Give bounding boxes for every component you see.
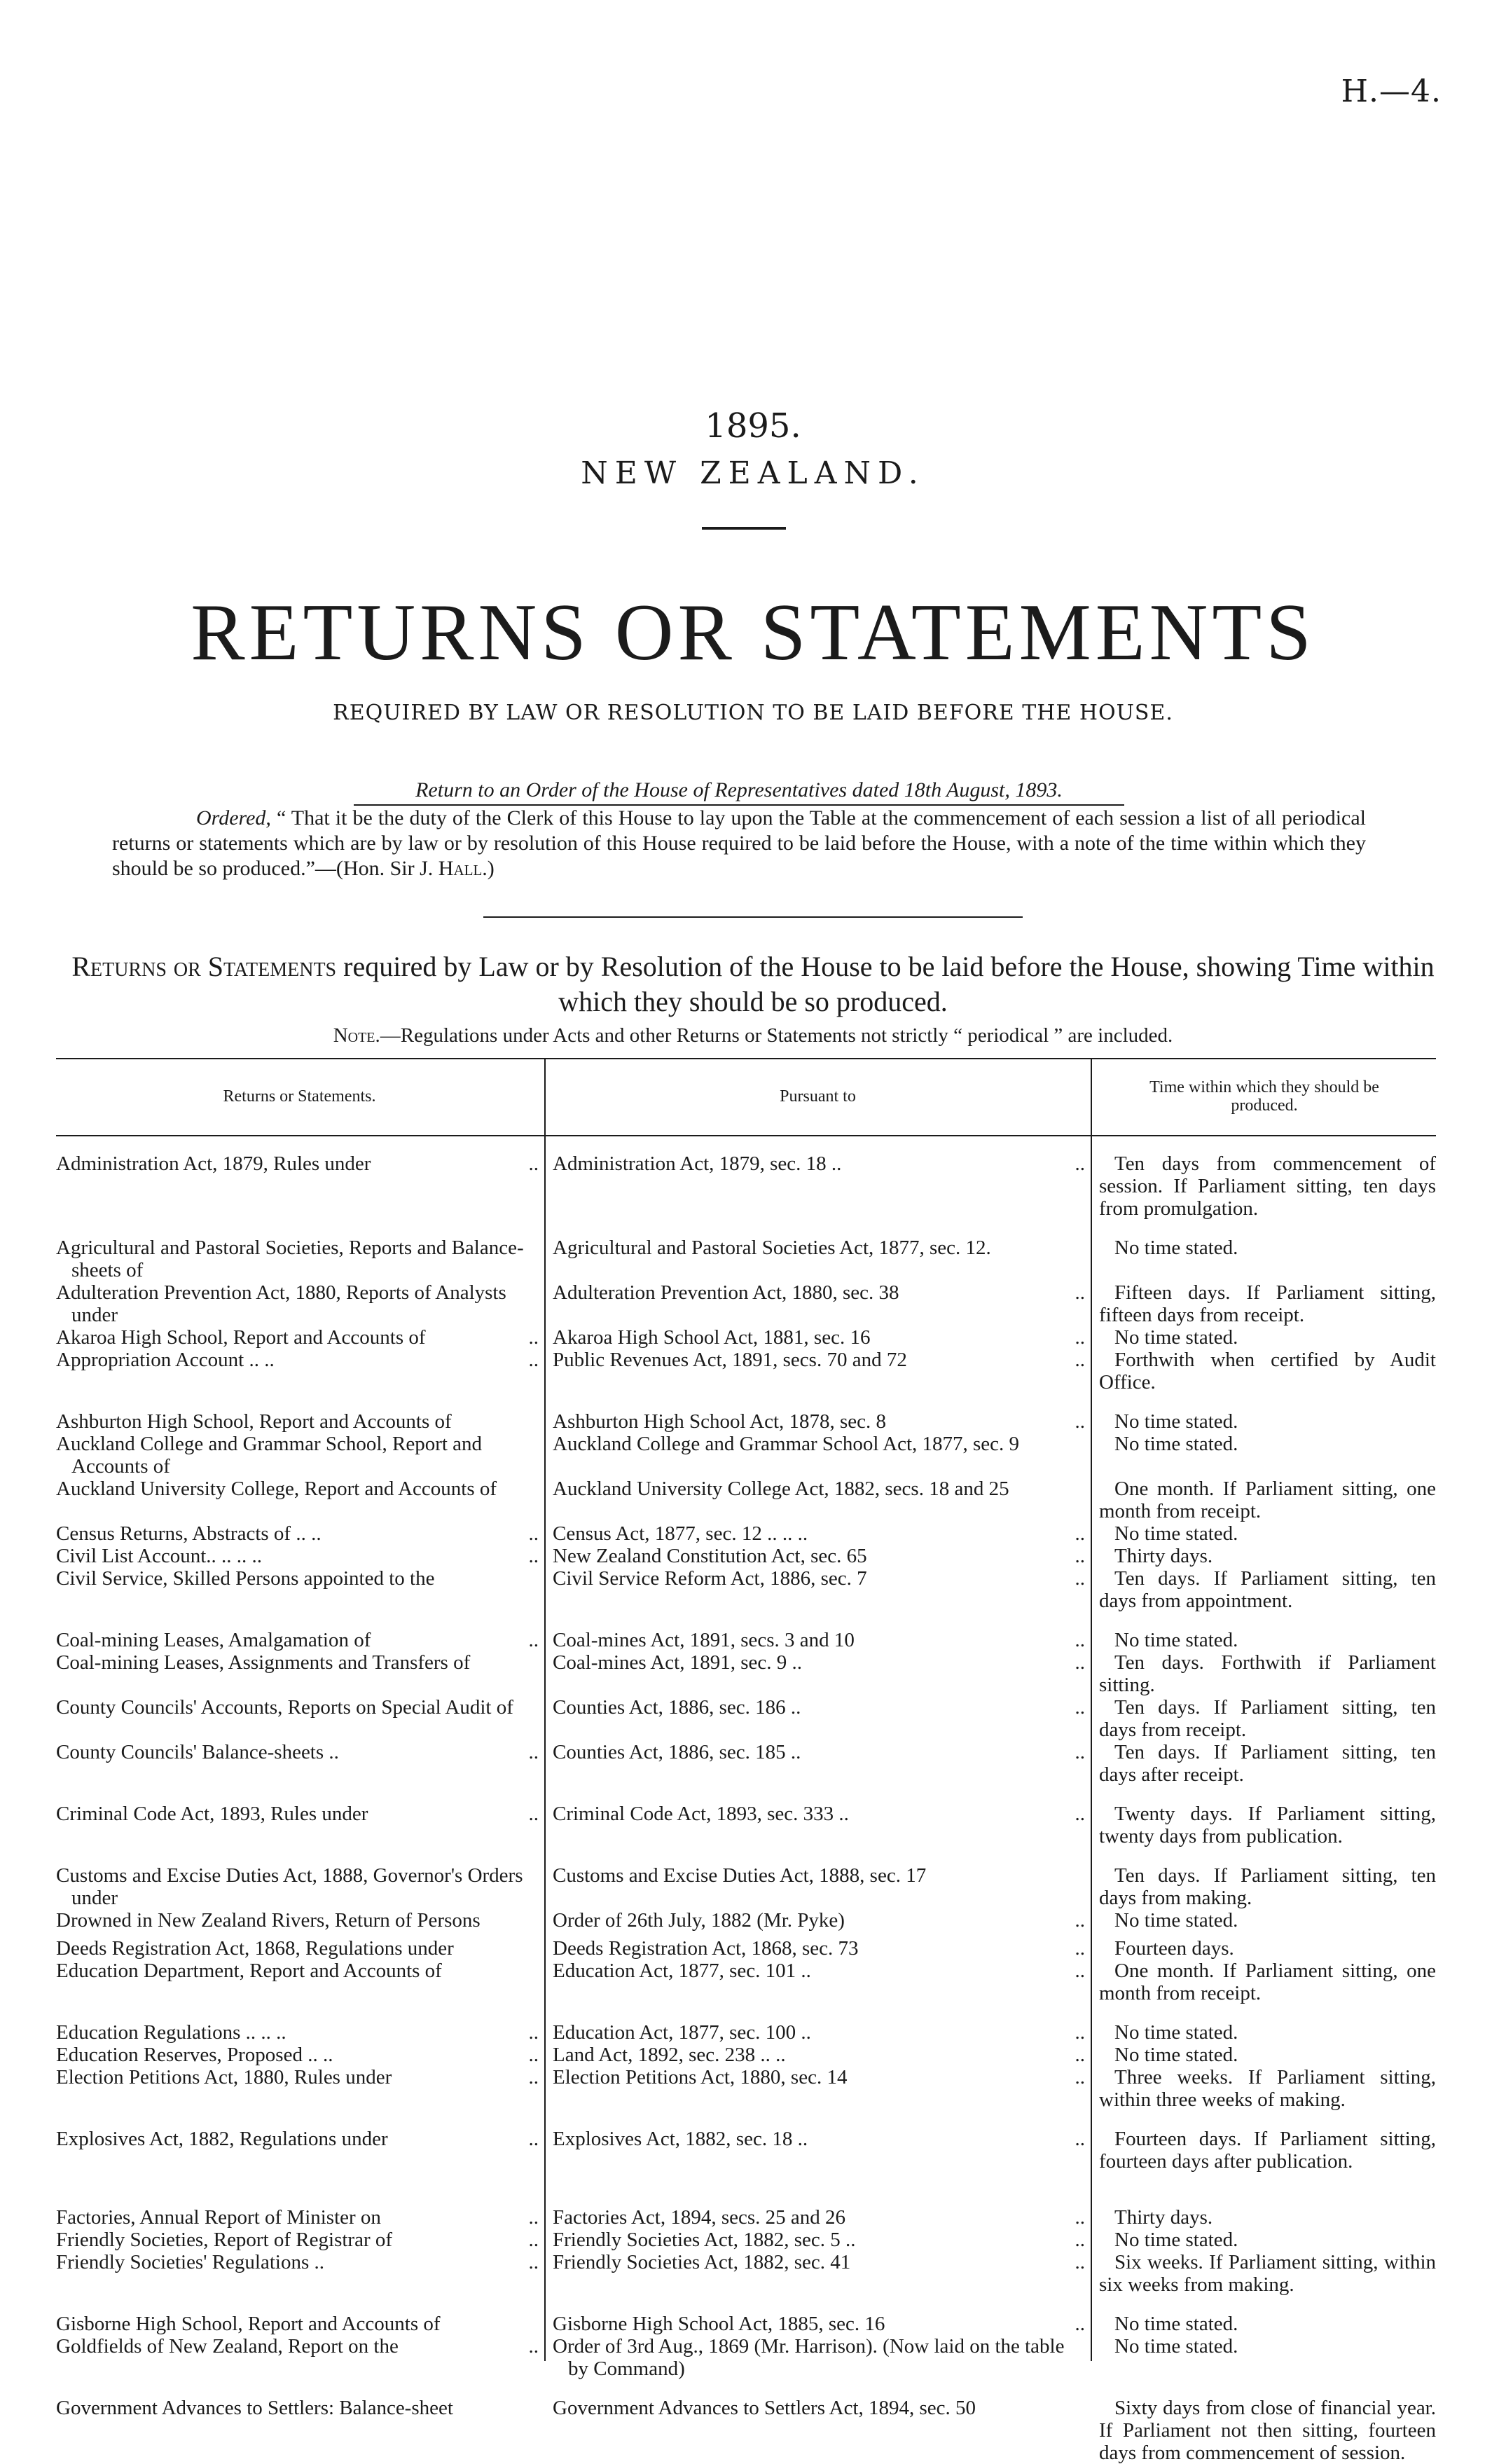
cell-time-text: Ten days. If Parliament sitting, ten days from making.: [1099, 1864, 1436, 1909]
cell-time: [1091, 1237, 1436, 1281]
cell-returns-leader-dots: ..: [528, 1741, 539, 1763]
returns-table: [56, 1058, 1436, 2464]
cell-pursuant: [544, 1326, 1091, 1349]
cell-time: [1091, 2251, 1436, 2296]
cell-time-text: One month. If Parliament sitting, one month from receipt.: [1099, 1960, 1436, 2004]
cell-returns-text: Deeds Registration Act, 1868, Regulations under: [56, 1937, 454, 1960]
table-row: [56, 1237, 1436, 1281]
cell-returns-text: Gisborne High School, Report and Accounts of: [56, 2313, 441, 2335]
cell-returns: [56, 1326, 544, 1349]
cell-returns: [56, 2128, 544, 2173]
cell-pursuant-leader-dots: ..: [1075, 1696, 1085, 1719]
table-row: [56, 1567, 1436, 1612]
cell-returns: [56, 1152, 544, 1220]
cell-time: [1091, 2021, 1436, 2044]
cell-returns: [56, 1960, 544, 2004]
cell-pursuant-leader-dots: ..: [1075, 1522, 1085, 1545]
note-text: —Regulations under Acts and other Returns or Statements not strictly “ periodical ” are included.: [380, 1024, 1173, 1047]
ordered-label: Ordered,: [196, 806, 271, 830]
cell-pursuant-text: Counties Act, 1886, sec. 185 ..: [553, 1741, 801, 1763]
cell-returns-text: Auckland University College, Report and Accounts of: [56, 1478, 497, 1500]
cell-pursuant-text: Administration Act, 1879, sec. 18 ..: [553, 1152, 842, 1175]
document-title: RETURNS OR STATEMENTS: [191, 588, 1315, 677]
cell-returns-text: Adulteration Prevention Act, 1880, Reports of Analysts under: [56, 1281, 506, 1326]
cell-pursuant-leader-dots: ..: [1075, 2251, 1085, 2273]
table-row: [56, 2021, 1436, 2044]
cell-pursuant: [544, 1349, 1091, 1393]
table-row: [56, 1410, 1436, 1433]
cell-returns-text: Coal-mining Leases, Amalgamation of: [56, 1629, 371, 1651]
cell-pursuant-text: Deeds Registration Act, 1868, sec. 73: [553, 1937, 859, 1960]
cell-returns: [56, 1281, 544, 1326]
cell-pursuant-text: Census Act, 1877, sec. 12 .. .. ..: [553, 1522, 808, 1545]
cell-pursuant-text: Counties Act, 1886, sec. 186 ..: [553, 1696, 801, 1719]
cell-time-text: Sixty days from close of financial year. If Parliament not then sitting, fourteen days from commencement of session.: [1099, 2397, 1436, 2464]
cell-returns-leader-dots: ..: [528, 2335, 539, 2358]
cell-pursuant-text: Coal-mines Act, 1891, secs. 3 and 10: [553, 1629, 855, 1651]
table-row: [56, 2397, 1436, 2464]
cell-pursuant-leader-dots: ..: [1075, 1152, 1085, 1175]
cell-returns: [56, 1937, 544, 1960]
table-row: [56, 1629, 1436, 1651]
cell-time-text: No time stated.: [1114, 1522, 1238, 1545]
cell-time-text: No time stated.: [1114, 1629, 1238, 1651]
cell-returns-leader-dots: ..: [528, 2206, 539, 2229]
cell-returns-text: Customs and Excise Duties Act, 1888, Governor's Orders under: [56, 1864, 523, 1909]
cell-time: [1091, 2066, 1436, 2111]
cell-pursuant: [544, 1478, 1091, 1522]
cell-returns: [56, 2206, 544, 2229]
cell-returns: [56, 1349, 544, 1393]
cell-returns-leader-dots: ..: [528, 2229, 539, 2251]
cell-returns-leader-dots: ..: [528, 1629, 539, 1651]
cell-time: [1091, 1545, 1436, 1567]
cell-returns-text: County Councils' Accounts, Reports on Special Audit of: [56, 1696, 513, 1719]
cell-pursuant: [544, 1651, 1091, 1696]
table-row: [56, 1741, 1436, 1786]
cell-pursuant: [544, 1960, 1091, 2004]
table-row: [56, 2251, 1436, 2296]
cell-pursuant: [544, 1803, 1091, 1847]
header-pursuant: Pursuant to: [780, 1087, 856, 1106]
cell-time-text: No time stated.: [1114, 1410, 1238, 1433]
table-row: [56, 1326, 1436, 1349]
cell-pursuant-text: Coal-mines Act, 1891, sec. 9 ..: [553, 1651, 803, 1674]
cell-time-text: No time stated.: [1114, 2313, 1238, 2335]
cell-returns-text: Government Advances to Settlers: Balance-sheet: [56, 2397, 453, 2419]
cell-returns: [56, 1522, 544, 1545]
table-row: [56, 2206, 1436, 2229]
cell-pursuant: [544, 2229, 1091, 2251]
cell-time: [1091, 2206, 1436, 2229]
cell-time: [1091, 1741, 1436, 1786]
cell-returns-leader-dots: ..: [528, 1326, 539, 1349]
table-row: [56, 1803, 1436, 1847]
order-mover: Hall.): [438, 857, 495, 880]
cell-pursuant-leader-dots: ..: [1075, 2229, 1085, 2251]
cell-returns: [56, 1410, 544, 1433]
cell-pursuant-leader-dots: ..: [1075, 1651, 1085, 1674]
table-row: [56, 2066, 1436, 2111]
cell-time: [1091, 1410, 1436, 1433]
table-header-rule: [56, 1135, 1436, 1136]
document-year: 1895.: [705, 406, 801, 446]
cell-pursuant-leader-dots: ..: [1075, 2066, 1085, 2088]
table-row: [56, 1937, 1436, 1960]
section-heading: [49, 949, 1457, 1019]
cell-time: [1091, 1629, 1436, 1651]
cell-time-text: No time stated.: [1114, 2335, 1238, 2358]
cell-time-text: Ten days. If Parliament sitting, ten days from appointment.: [1099, 1567, 1436, 1612]
cell-returns-leader-dots: ..: [528, 2044, 539, 2066]
cell-pursuant-leader-dots: ..: [1075, 1410, 1085, 1433]
cell-pursuant-leader-dots: ..: [1075, 1909, 1085, 1932]
cell-returns: [56, 2021, 544, 2044]
cell-returns: [56, 1629, 544, 1651]
cell-pursuant: [544, 1522, 1091, 1545]
cell-returns-leader-dots: ..: [528, 2128, 539, 2150]
cell-returns: [56, 1478, 544, 1522]
order-block: [112, 778, 1366, 881]
cell-time: [1091, 1522, 1436, 1545]
cell-pursuant-leader-dots: ..: [1075, 1326, 1085, 1349]
cell-time: [1091, 1909, 1436, 1932]
table-row: [56, 2044, 1436, 2066]
cell-pursuant: [544, 1237, 1091, 1281]
cell-returns: [56, 1696, 544, 1741]
cell-pursuant: [544, 2335, 1091, 2380]
cell-pursuant-text: Education Act, 1877, sec. 101 ..: [553, 1960, 811, 1982]
cell-returns: [56, 2313, 544, 2335]
cell-returns-text: Auckland College and Grammar School, Report and Accounts of: [56, 1433, 483, 1478]
table-row: [56, 1522, 1436, 1545]
order-divider: [483, 916, 1023, 918]
cell-time-text: Ten days from commencement of session. If Parliament sitting, ten days from promulgation.: [1099, 1152, 1436, 1220]
cell-pursuant: [544, 1741, 1091, 1786]
cell-returns-text: Ashburton High School, Report and Accounts of: [56, 1410, 452, 1433]
cell-pursuant-leader-dots: ..: [1075, 2044, 1085, 2066]
cell-returns-text: Friendly Societies' Regulations ..: [56, 2251, 324, 2273]
cell-returns: [56, 2229, 544, 2251]
cell-returns-text: Education Regulations .. .. ..: [56, 2021, 286, 2044]
note-label: Note.: [333, 1024, 380, 1047]
cell-pursuant: [544, 1629, 1091, 1651]
cell-returns-leader-dots: ..: [528, 1349, 539, 1371]
cell-time-text: No time stated.: [1114, 2021, 1238, 2044]
cell-returns: [56, 1567, 544, 1612]
cell-pursuant-text: Order of 26th July, 1882 (Mr. Pyke): [553, 1909, 845, 1932]
cell-returns: [56, 2251, 544, 2296]
cell-time: [1091, 1567, 1436, 1612]
cell-returns-text: Factories, Annual Report of Minister on: [56, 2206, 381, 2229]
document-reference: H.—4.: [1341, 74, 1442, 109]
cell-time-text: Ten days. Forthwith if Parliament sitting.: [1099, 1651, 1436, 1696]
cell-returns-text: Civil Service, Skilled Persons appointed to the: [56, 1567, 435, 1590]
cell-pursuant-leader-dots: ..: [1075, 1629, 1085, 1651]
title-divider: [702, 527, 786, 530]
cell-time: [1091, 1433, 1436, 1478]
order-text: [112, 806, 1366, 881]
cell-pursuant-text: Public Revenues Act, 1891, secs. 70 and 72: [553, 1349, 907, 1371]
order-heading-text: Return to an Order of the House of Representatives dated 18th August, 1893.: [415, 778, 1063, 801]
cell-pursuant-leader-dots: ..: [1075, 1741, 1085, 1763]
section-heading-rest: required by Law or by Resolution of the House to be laid before the House, showing Time within which they should be so produced.: [343, 951, 1435, 1017]
cell-pursuant-text: Explosives Act, 1882, sec. 18 ..: [553, 2128, 808, 2150]
cell-returns: [56, 1237, 544, 1281]
cell-time-text: Six weeks. If Parliament sitting, within six weeks from making.: [1099, 2251, 1436, 2296]
cell-time: [1091, 1937, 1436, 1960]
cell-returns-text: Criminal Code Act, 1893, Rules under: [56, 1803, 368, 1825]
section-note: [49, 1024, 1457, 1047]
cell-returns-leader-dots: ..: [528, 2251, 539, 2273]
cell-pursuant-text: Order of 3rd Aug., 1869 (Mr. Harrison). (Now laid on the table by Command): [553, 2335, 1065, 2380]
cell-returns-text: Education Reserves, Proposed .. ..: [56, 2044, 333, 2066]
table-row: [56, 1281, 1436, 1326]
table-row: [56, 1433, 1436, 1478]
cell-returns-text: Census Returns, Abstracts of .. ..: [56, 1522, 322, 1545]
cell-time: [1091, 2128, 1436, 2173]
table-row: [56, 2313, 1436, 2335]
table-row: [56, 2128, 1436, 2173]
cell-pursuant: [544, 1281, 1091, 1326]
cell-returns-text: Goldfields of New Zealand, Report on the: [56, 2335, 399, 2358]
cell-returns-text: Coal-mining Leases, Assignments and Transfers of: [56, 1651, 471, 1674]
cell-pursuant: [544, 2313, 1091, 2335]
cell-returns-leader-dots: ..: [528, 2021, 539, 2044]
cell-time: [1091, 1326, 1436, 1349]
cell-time-text: Fourteen days.: [1114, 1937, 1234, 1960]
cell-time-text: No time stated.: [1114, 1237, 1238, 1259]
cell-time: [1091, 1152, 1436, 1220]
cell-time: [1091, 2313, 1436, 2335]
cell-pursuant-leader-dots: ..: [1075, 2021, 1085, 2044]
table-row: [56, 2229, 1436, 2251]
cell-pursuant: [544, 1410, 1091, 1433]
cell-pursuant-text: Land Act, 1892, sec. 238 .. ..: [553, 2044, 786, 2066]
cell-pursuant-text: Auckland College and Grammar School Act, 1877, sec. 9: [553, 1433, 1020, 1455]
cell-returns-leader-dots: ..: [528, 1545, 539, 1567]
cell-time-text: Ten days. If Parliament sitting, ten days from receipt.: [1099, 1696, 1436, 1741]
cell-returns-text: Explosives Act, 1882, Regulations under: [56, 2128, 388, 2150]
cell-pursuant: [544, 1909, 1091, 1932]
cell-pursuant-text: Government Advances to Settlers Act, 1894, sec. 50: [553, 2397, 976, 2419]
cell-pursuant: [544, 2128, 1091, 2173]
table-row: [56, 2335, 1436, 2380]
cell-time-text: Forthwith when certified by Audit Office.: [1099, 1349, 1436, 1393]
cell-time-text: Ten days. If Parliament sitting, ten days after receipt.: [1099, 1741, 1436, 1786]
cell-returns-leader-dots: ..: [528, 1522, 539, 1545]
cell-time: [1091, 1960, 1436, 2004]
cell-time: [1091, 2044, 1436, 2066]
cell-pursuant-leader-dots: ..: [1075, 2313, 1085, 2335]
table-row: [56, 1960, 1436, 2004]
cell-pursuant: [544, 1937, 1091, 1960]
cell-time: [1091, 2229, 1436, 2251]
cell-returns: [56, 1545, 544, 1567]
cell-pursuant-text: Adulteration Prevention Act, 1880, sec. 38: [553, 1281, 899, 1304]
table-row: [56, 1152, 1436, 1220]
table-row: [56, 1545, 1436, 1567]
cell-returns: [56, 1433, 544, 1478]
cell-pursuant-text: Friendly Societies Act, 1882, sec. 41: [553, 2251, 851, 2273]
cell-pursuant: [544, 2044, 1091, 2066]
table-row: [56, 1651, 1436, 1696]
cell-pursuant: [544, 1696, 1091, 1741]
cell-returns: [56, 1803, 544, 1847]
cell-time: [1091, 2397, 1436, 2464]
cell-pursuant: [544, 2066, 1091, 2111]
cell-pursuant-leader-dots: ..: [1075, 1937, 1085, 1960]
cell-pursuant-text: Friendly Societies Act, 1882, sec. 5 ..: [553, 2229, 856, 2251]
cell-returns-text: Education Department, Report and Accounts of: [56, 1960, 442, 1982]
cell-time: [1091, 2335, 1436, 2380]
cell-time-text: No time stated.: [1114, 2044, 1238, 2066]
cell-pursuant-leader-dots: ..: [1075, 2206, 1085, 2229]
cell-pursuant: [544, 1433, 1091, 1478]
cell-pursuant-leader-dots: ..: [1075, 1545, 1085, 1567]
cell-pursuant: [544, 1567, 1091, 1612]
cell-pursuant-text: Election Petitions Act, 1880, sec. 14: [553, 2066, 848, 2088]
cell-time-text: One month. If Parliament sitting, one month from receipt.: [1099, 1478, 1436, 1522]
cell-pursuant-leader-dots: ..: [1075, 1567, 1085, 1590]
cell-returns-text: Akaroa High School, Report and Accounts of: [56, 1326, 426, 1349]
table-row: [56, 1864, 1436, 1909]
cell-pursuant-text: Education Act, 1877, sec. 100 ..: [553, 2021, 811, 2044]
cell-pursuant-leader-dots: ..: [1075, 1803, 1085, 1825]
cell-pursuant-text: Akaroa High School Act, 1881, sec. 16: [553, 1326, 871, 1349]
cell-returns-text: Election Petitions Act, 1880, Rules under: [56, 2066, 392, 2088]
cell-time-text: Three weeks. If Parliament sitting, within three weeks of making.: [1099, 2066, 1436, 2111]
cell-pursuant-text: Customs and Excise Duties Act, 1888, sec. 17: [553, 1864, 927, 1887]
cell-pursuant-text: Civil Service Reform Act, 1886, sec. 7: [553, 1567, 867, 1590]
cell-time-text: No time stated.: [1114, 2229, 1238, 2251]
order-body: “ That it be the duty of the Clerk of this House to lay upon the Table at the commencement of each session a list of all periodical returns or statements which are by law or by resolution of this House required to be laid before the House, with a note of the time within which they should be so produced.”—(Hon. Sir J.: [112, 806, 1366, 880]
cell-returns-text: Drowned in New Zealand Rivers, Return of Persons: [56, 1909, 481, 1932]
cell-pursuant-leader-dots: ..: [1075, 1281, 1085, 1304]
document-country: NEW ZEALAND.: [581, 455, 925, 491]
cell-pursuant-leader-dots: ..: [1075, 1349, 1085, 1371]
cell-pursuant-text: Agricultural and Pastoral Societies Act, 1877, sec. 12.: [553, 1237, 991, 1259]
table-row: [56, 1478, 1436, 1522]
cell-time: [1091, 1478, 1436, 1522]
cell-returns: [56, 1651, 544, 1696]
cell-returns-text: Agricultural and Pastoral Societies, Reports and Balance-sheets of: [56, 1237, 524, 1281]
cell-pursuant: [544, 1864, 1091, 1909]
cell-pursuant-text: Gisborne High School Act, 1885, sec. 16: [553, 2313, 885, 2335]
cell-pursuant-leader-dots: ..: [1075, 2128, 1085, 2150]
cell-returns-text: County Councils' Balance-sheets ..: [56, 1741, 339, 1763]
cell-time-text: Fourteen days. If Parliament sitting, fourteen days after publication.: [1099, 2128, 1436, 2173]
header-returns: Returns or Statements.: [223, 1087, 376, 1106]
cell-returns-text: Appropriation Account .. ..: [56, 1349, 275, 1371]
cell-pursuant-text: Ashburton High School Act, 1878, sec. 8: [553, 1410, 887, 1433]
cell-pursuant-text: Auckland University College Act, 1882, secs. 18 and 25: [553, 1478, 1009, 1500]
cell-time-text: Thirty days.: [1114, 1545, 1213, 1567]
cell-pursuant: [544, 2206, 1091, 2229]
cell-returns: [56, 1741, 544, 1786]
cell-pursuant: [544, 2021, 1091, 2044]
cell-time-text: No time stated.: [1114, 1326, 1238, 1349]
section-heading-lead: Returns or Statements: [71, 951, 337, 982]
table-row: [56, 1909, 1436, 1932]
cell-returns-leader-dots: ..: [528, 1803, 539, 1825]
cell-pursuant-text: Criminal Code Act, 1893, sec. 333 ..: [553, 1803, 849, 1825]
cell-time: [1091, 1651, 1436, 1696]
cell-returns: [56, 1909, 544, 1932]
order-heading: [112, 778, 1366, 806]
cell-time-text: No time stated.: [1114, 1909, 1238, 1932]
cell-time: [1091, 1864, 1436, 1909]
cell-returns-text: Friendly Societies, Report of Registrar of: [56, 2229, 393, 2251]
table-body: [56, 1152, 1436, 2464]
cell-time-text: No time stated.: [1114, 1433, 1238, 1455]
cell-pursuant-leader-dots: ..: [1075, 1960, 1085, 1982]
cell-time-text: Thirty days.: [1114, 2206, 1213, 2229]
cell-returns: [56, 2335, 544, 2380]
cell-pursuant-text: New Zealand Constitution Act, sec. 65: [553, 1545, 867, 1567]
header-time: Time within which they should be produced.: [1149, 1078, 1379, 1115]
cell-time: [1091, 1696, 1436, 1741]
cell-returns: [56, 2066, 544, 2111]
cell-returns: [56, 1864, 544, 1909]
cell-returns-leader-dots: ..: [528, 2066, 539, 2088]
document-subtitle: REQUIRED BY LAW OR RESOLUTION TO BE LAID BEFORE THE HOUSE.: [333, 701, 1173, 725]
cell-time: [1091, 1281, 1436, 1326]
cell-pursuant: [544, 1152, 1091, 1220]
table-row: [56, 1349, 1436, 1393]
cell-time-text: Twenty days. If Parliament sitting, twenty days from publication.: [1099, 1803, 1436, 1847]
cell-pursuant: [544, 2251, 1091, 2296]
cell-returns-text: Civil List Account.. .. .. ..: [56, 1545, 263, 1567]
cell-time: [1091, 1803, 1436, 1847]
cell-returns: [56, 2397, 544, 2464]
cell-time-text: Fifteen days. If Parliament sitting, fifteen days from receipt.: [1099, 1281, 1436, 1326]
cell-returns-leader-dots: ..: [528, 1152, 539, 1175]
cell-pursuant-text: Factories Act, 1894, secs. 25 and 26: [553, 2206, 846, 2229]
cell-pursuant: [544, 1545, 1091, 1567]
cell-pursuant: [544, 2397, 1091, 2464]
table-row: [56, 1696, 1436, 1741]
cell-returns-text: Administration Act, 1879, Rules under: [56, 1152, 371, 1175]
cell-returns: [56, 2044, 544, 2066]
cell-time: [1091, 1349, 1436, 1393]
